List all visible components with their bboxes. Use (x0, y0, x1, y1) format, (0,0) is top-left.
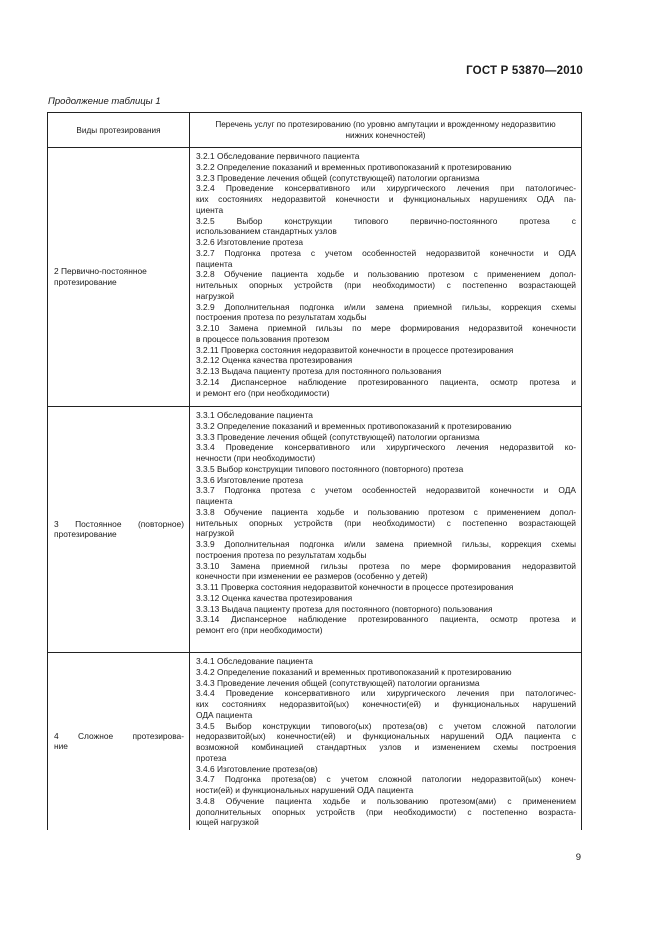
prosthetics-kind-line: 4 Сложное протезирова- (54, 730, 184, 741)
service-line: 3.2.11 Проверка состояния недоразвитой конечности в процессе протезирования (196, 344, 514, 355)
service-line: 3.3.8 Обучение пациента ходьбе и пользованию протезом с применением допол- (196, 506, 576, 517)
service-line: пациента (196, 258, 233, 269)
service-line: протеза (196, 752, 227, 763)
service-line: 3.4.3 Проведение лечения общей (сопутствующей) патологии организма (196, 677, 480, 688)
service-line: нительных опорных устройств (при необходимости) с постепенно возрастающей (196, 517, 576, 528)
table-row (48, 407, 582, 653)
service-line: 3.4.4 Проведение консервативного или хирургического лечения при патологичес- (196, 688, 576, 699)
service-line: ких состояниях недоразвитой конечности и функциональных нарушениях ОДА па- (196, 194, 576, 204)
service-line: 3.3.7 Подгонка протеза с учетом особенностей недоразвитой конечности и ОДА (196, 485, 576, 496)
service-line: 3.3.12 Оценка качества протезирования (196, 592, 353, 603)
service-line: ких состояниях недоразвитой(ых) конечности(ей) и функциональных нарушений (196, 699, 576, 709)
service-line: недоразвитой(ых) конечности(ей) и функциональных нарушений ОДА пациента с (196, 731, 576, 742)
service-line: 3.2.14 Диспансерное наблюдение протезированного пациента, осмотр протеза и (196, 376, 576, 387)
service-line: 3.3.5 Выбор конструкции типового постоянного (повторного) протеза (196, 463, 464, 474)
service-line: нечности (при необходимости) (196, 453, 316, 463)
service-line: 3.4.5 Выбор конструкции типового(ых) протеза(ов) с учетом сложной патологии (196, 720, 576, 731)
service-line: 3.4.7 Подгонка протеза(ов) с учетом сложной патологии недоразвитой(ых) конеч- (196, 774, 576, 785)
service-line: 3.2.2 Определение показаний и временных противопоказаний к протезированию (196, 161, 512, 172)
table-caption: Продолжение таблицы 1 (48, 96, 161, 107)
service-line: нагрузкой (196, 528, 235, 539)
prosthetics-kind-line: ние (54, 741, 68, 752)
prosthetics-kind-line: 3 Постоянное (повторное) (54, 518, 184, 529)
service-line: пациента (196, 496, 233, 506)
prosthetics-kind-line: протезирование (54, 277, 117, 287)
prosthetics-kind-cell (48, 653, 190, 831)
column-header-services (190, 113, 582, 148)
services-list-cell (190, 407, 582, 653)
service-line: 3.2.1 Обследование первичного пациента (196, 151, 360, 161)
service-line: дополнительных опорных устройств (при необходимости) с постепенно возраста- (196, 806, 576, 817)
service-line: 3.3.10 Замена приемной гильзы протеза по мере формирования недоразвитой (196, 560, 576, 571)
service-line: 3.3.11 Проверка состояния недоразвитой конечности в процессе протезирования (196, 582, 514, 592)
service-line: 3.3.1 Обследование пациента (196, 410, 313, 420)
service-line: 3.2.7 Подгонка протеза с учетом особенностей недоразвитой конечности и ОДА (196, 247, 576, 258)
service-line: 3.2.6 Изготовление протеза (196, 237, 304, 247)
service-line: нительных опорных устройств (при необходимости) с постепенно возрастающей (196, 280, 576, 290)
service-line: ремонт его (при необходимости) (196, 625, 323, 635)
column-header-services-line: Перечень услуг по протезированию (по уровню ампутации и врожденному недоразвитию (215, 120, 556, 129)
prosthetics-kind-line: протезирование (54, 529, 117, 540)
service-line: 3.4.1 Обследование пациента (196, 656, 313, 666)
services-list-cell (190, 653, 582, 831)
service-line: 3.4.6 Изготовление протеза(ов) (196, 763, 318, 774)
page-number: 9 (575, 852, 581, 863)
service-line: конечности при изменении ее размеров (особенно у детей) (196, 571, 428, 582)
service-line: 3.2.4 Проведение консервативного или хирургического лечения при патологичес- (196, 183, 576, 194)
service-line: 3.3.2 Определение показаний и временных противопоказаний к протезированию (196, 420, 512, 431)
service-line: 3.2.3 Проведение лечения общей (сопутствующей) патологии организма (196, 172, 480, 183)
service-line: 3.3.3 Проведение лечения общей (сопутствующей) патологии организма (196, 431, 480, 442)
service-line: ющей нагрузкой (196, 817, 259, 828)
prosthetics-kind-cell (48, 148, 190, 407)
service-line: возможной комбинацией стандартных узлов и изменением схемы построения (196, 742, 576, 752)
prosthetics-kind-cell (48, 407, 190, 653)
prosthetics-kind-line: 2 Первично-постоянное (54, 266, 147, 276)
services-list-cell (190, 148, 582, 407)
table-row (48, 148, 582, 407)
service-line: 3.4.2 Определение показаний и временных противопоказаний к протезированию (196, 666, 512, 677)
service-line: 3.4.8 Обучение пациента ходьбе и пользованию протезом(ами) с применением (196, 795, 576, 806)
service-line: 3.2.8 Обучение пациента ходьбе и пользованию протезом с применением допол- (196, 269, 576, 280)
service-line: 3.3.9 Дополнительная подгонка и/или замена приемной гильзы, коррекция схемы (196, 539, 576, 549)
service-line: нагрузкой (196, 290, 235, 301)
service-line: 3.2.10 Замена приемной гильзы по мере формирования недоразвитой конечности (196, 323, 576, 333)
service-line: 3.3.6 Изготовление протеза (196, 474, 304, 485)
service-line: 3.2.13 Выдача пациенту протеза для постоянного пользования (196, 366, 442, 376)
service-line: циента (196, 204, 224, 215)
service-line: использованием стандартных узлов (196, 226, 337, 237)
standard-number: ГОСТ Р 53870—2010 (466, 65, 583, 77)
service-line: ности(ей) и функциональных нарушений ОДА пациента (196, 785, 414, 795)
service-line: 3.2.9 Дополнительная подгонка и/или замена приемной гильзы, коррекция схемы (196, 301, 576, 312)
service-line: 3.2.12 Оценка качества протезирования (196, 355, 353, 366)
service-line: построения протеза по результатам ходьбы (196, 312, 367, 323)
service-line: построения протеза по результатам ходьбы (196, 549, 367, 560)
service-line: и ремонт его (при необходимости) (196, 387, 330, 398)
services-table (47, 112, 582, 830)
service-line: 3.2.5 Выбор конструкции типового первично-постоянного протеза с (196, 215, 576, 226)
table-row (48, 653, 582, 831)
service-line: в процессе пользования протезом (196, 333, 330, 344)
service-line: 3.3.14 Диспансерное наблюдение протезированного пациента, осмотр протеза и (196, 614, 576, 625)
service-line: ОДА пациента (196, 709, 253, 720)
column-header-kind: Виды протезирования (48, 113, 190, 148)
service-line: 3.3.4 Проведение консервативного или хирургического лечения недоразвитой ко- (196, 442, 576, 453)
table-header-row (48, 113, 582, 148)
service-line: 3.3.13 Выдача пациенту протеза для постоянного (повторного) пользования (196, 603, 493, 614)
column-header-services-line: нижних конечностей) (345, 131, 426, 140)
